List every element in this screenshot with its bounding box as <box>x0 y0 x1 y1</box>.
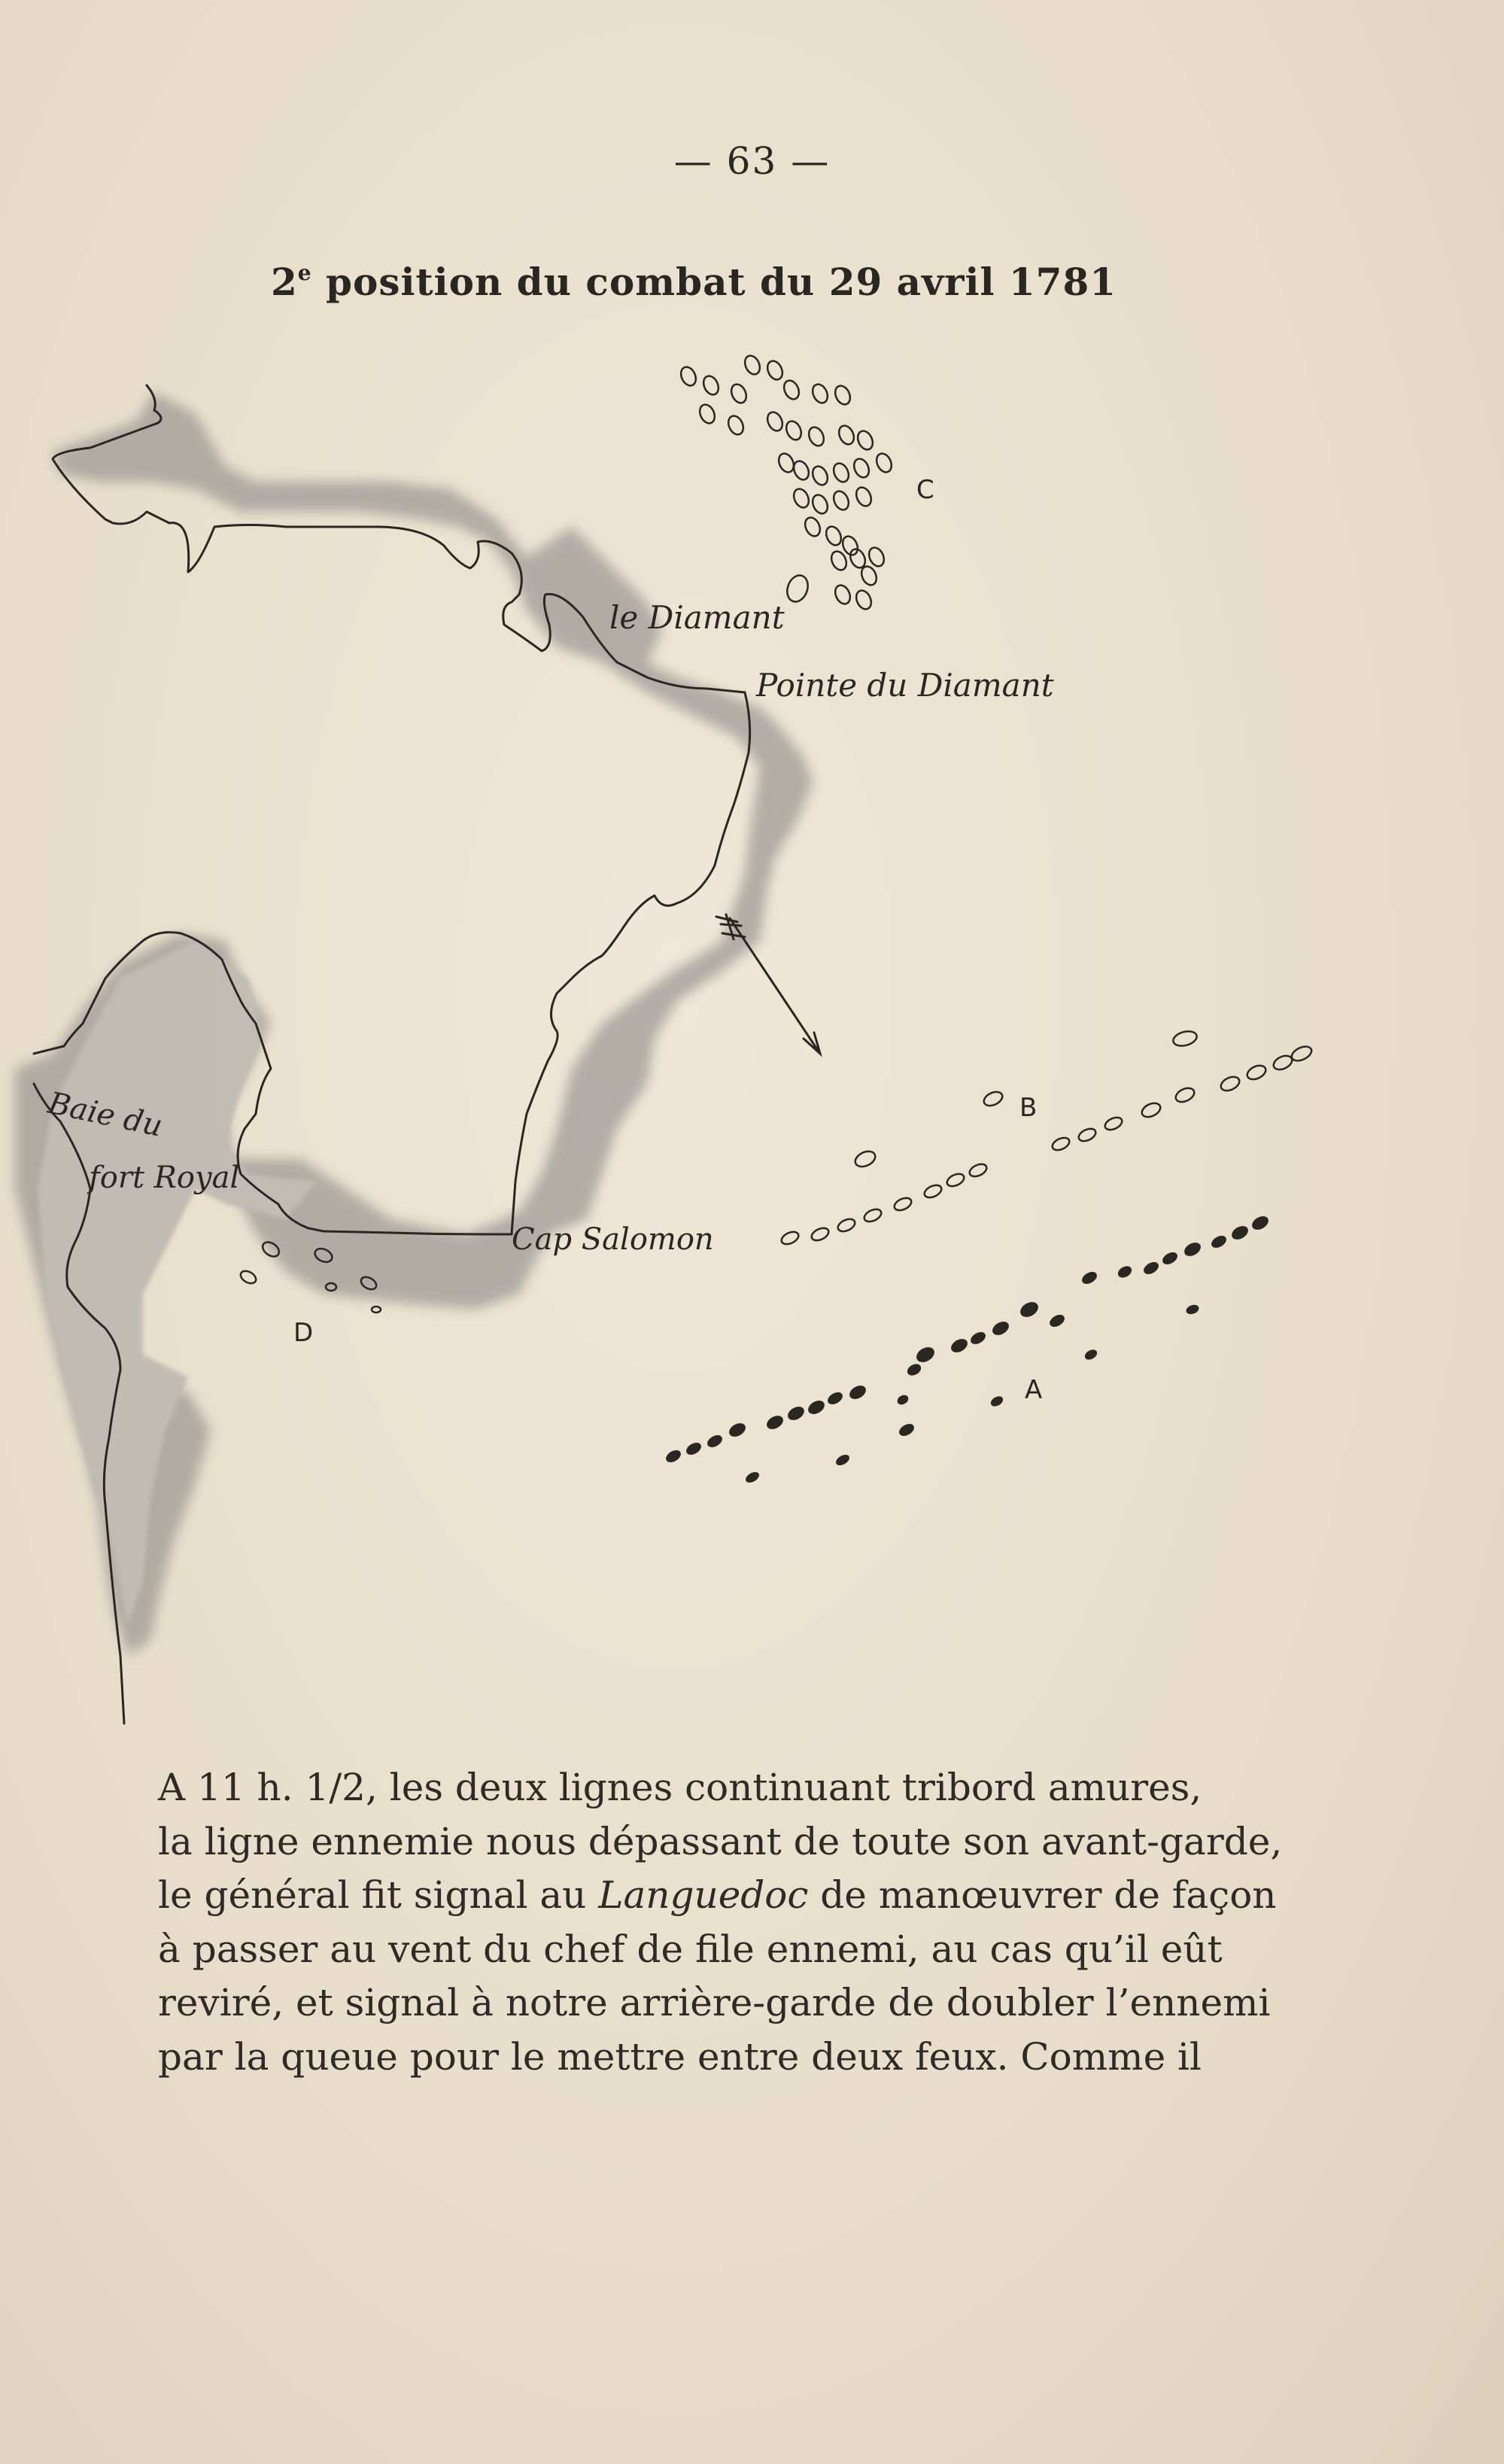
body-line-5: reviré, et signal à notre arrière-garde de doubler l’ennemi <box>158 1981 1271 2024</box>
direction-arrow <box>716 914 820 1054</box>
body-line-4: à passer au vent du chef de file ennemi, au cas qu’il eût <box>158 1927 1223 1971</box>
label-fleet-a: A <box>1025 1375 1043 1405</box>
body-line-2: la ligne ennemie nous dépassant de toute son avant-garde, <box>158 1819 1283 1863</box>
label-le-diamant: le Diamant <box>609 599 785 636</box>
label-pointe-du-diamant: Pointe du Diamant <box>756 667 1054 704</box>
label-cap-salomon: Cap Salomon <box>512 1222 714 1257</box>
title-superscript: e <box>297 260 312 285</box>
body-line-6: par la queue pour le mettre entre deux feux. Comme il <box>158 2034 1202 2079</box>
label-fleet-d: D <box>293 1318 314 1348</box>
ship-name-languedoc: Languedoc <box>598 1873 809 1917</box>
body-text <box>158 1761 1283 2084</box>
label-fort-royal: fort Royal <box>89 1161 240 1195</box>
body-line-1: A 11 h. 1/2, les deux lignes continuant tribord amures, <box>158 1766 1202 1809</box>
label-baie-du: Baie du <box>44 1085 166 1144</box>
page-number: — 63 — <box>673 139 831 183</box>
fleet-c <box>678 353 894 611</box>
body-line-3-end: de manœuvrer de façon <box>808 1873 1277 1917</box>
title-ordinal: 2 <box>271 260 298 304</box>
label-fleet-c: C <box>916 475 934 505</box>
coast-shading <box>15 391 813 1656</box>
fleet-b <box>779 1029 1314 1246</box>
label-fleet-b: B <box>1019 1093 1038 1123</box>
body-line-3 <box>158 1869 1277 1923</box>
fleet-a <box>664 1214 1270 1483</box>
title-text: position du combat du 29 avril 1781 <box>311 260 1117 304</box>
body-line-3-start: le général fit signal au <box>158 1873 599 1917</box>
